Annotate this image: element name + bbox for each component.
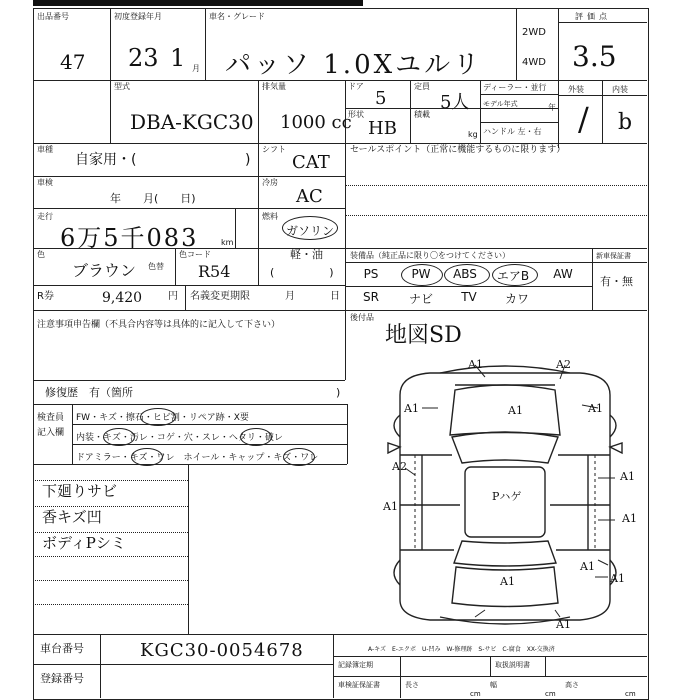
equipment-item: SR: [363, 290, 379, 304]
checker-circle-1: [140, 408, 176, 426]
equipment-item: TV: [461, 290, 477, 304]
cm-unit-1: cm: [470, 690, 481, 698]
mileage-value: 6万5千083: [60, 224, 199, 252]
exterior-value: /: [578, 100, 589, 138]
year-unit: 年: [548, 103, 556, 112]
shape-label: 形状: [348, 110, 364, 119]
mileage-unit: km: [221, 238, 234, 247]
fuel-circle: [282, 216, 338, 240]
exterior-label: 外装: [568, 85, 584, 94]
score-label: 評価点: [575, 12, 611, 21]
checker-circle-3: [240, 428, 272, 446]
drive-4wd: 4WD: [522, 57, 546, 68]
damage-label: A1: [508, 404, 523, 417]
equipment-item: ABS: [453, 267, 477, 281]
recycle-label: R券: [37, 291, 54, 302]
top-black-bar: [33, 0, 363, 6]
dealer-label: ディーラー・並行: [483, 83, 547, 92]
model-year-label: モデル年式: [483, 100, 518, 108]
damage-label: A1: [500, 575, 515, 588]
equip-circle-abs: [444, 264, 490, 286]
month-unit: 月: [192, 64, 200, 73]
capacity-label: 定員: [414, 82, 430, 91]
cooling-label: 冷房: [262, 178, 278, 187]
load-label: 積載: [414, 110, 430, 119]
equipment-item: ナビ: [408, 292, 433, 306]
reg-label: 初度登録年月: [114, 12, 162, 21]
interior-value: b: [618, 110, 633, 135]
legend-width: 幅: [490, 681, 497, 689]
equipment-item: AW: [553, 267, 573, 281]
legend-manual: 取扱説明書: [495, 661, 530, 669]
load-unit: kg: [468, 130, 478, 139]
fuel-value: ガソリン: [286, 224, 335, 238]
selling-label: セールスポイント（正常に機能するものに限ります）: [350, 145, 566, 155]
fuel-label: 燃料: [262, 212, 278, 221]
month-unit-2: 月: [285, 291, 295, 302]
type-value: 自家用・(: [75, 152, 137, 168]
cm-unit-2: cm: [545, 690, 556, 698]
legend-height: 高さ: [565, 681, 579, 689]
repair-label: 修復歴 有（箇所: [45, 386, 133, 399]
shift-label: シフト: [262, 145, 286, 154]
handwritten-note: 下廻りサビ: [42, 482, 118, 500]
damage-label: A1: [580, 560, 595, 573]
damage-label: A1: [622, 512, 637, 525]
color-code-value: R54: [198, 262, 231, 281]
door-value: 5: [375, 88, 387, 109]
equipment-item: エアB: [496, 269, 530, 283]
after-value: 地図SD: [385, 323, 462, 348]
equipment-item: PW: [411, 267, 431, 281]
shape-value: HB: [368, 118, 397, 139]
inspection-value: 年 月( 日): [110, 192, 196, 205]
type-label: 車種: [37, 145, 53, 154]
damage-label-center: Pハゲ: [492, 490, 522, 503]
shift-value: CAT: [292, 152, 330, 173]
damage-label: A1: [383, 500, 398, 513]
damage-label: A1: [468, 358, 483, 371]
chassis-label: 車台番号: [40, 642, 84, 655]
new-car-warranty-value: 有・無: [600, 275, 633, 288]
after-label: 後付品: [350, 313, 374, 322]
equip-circle-airbag: [492, 264, 538, 286]
model-value: DBA-KGC30: [130, 110, 254, 134]
day-unit: 日: [330, 291, 340, 302]
reg-number-label: 登録番号: [40, 672, 84, 685]
cm-unit-3: cm: [625, 690, 636, 698]
checker-circle-4: [131, 448, 163, 466]
checker-line-1: FW・キズ・擦石・ヒビ割・リペア跡・X要: [76, 413, 249, 423]
damage-label: A2: [392, 460, 407, 473]
handwritten-note: 香キズ凹: [42, 508, 102, 526]
equipment-label: 装備品（純正品に限り〇をつけてください）: [350, 251, 510, 260]
lot-label: 出品番号: [37, 12, 69, 21]
color-code-label: 色コード: [179, 250, 211, 259]
repair-close: ): [336, 386, 341, 399]
equipment-item: PS: [363, 267, 379, 281]
checker-label-2: 記入欄: [37, 428, 65, 438]
legend-length: 長さ: [405, 681, 419, 689]
car-name: パッソ 1.0Xユルリ: [225, 50, 483, 80]
diesel-label: 軽・油: [290, 248, 323, 261]
capacity-value: 5人: [440, 92, 470, 113]
displacement-label: 排気量: [262, 82, 286, 91]
damage-legend: A-キズ E-エクボ U-凹み W-修理跡 S-サビ C-腐食 XX-交換済: [368, 646, 555, 653]
type-close: ): [245, 152, 251, 168]
new-car-warranty-label: 新車保証書: [596, 252, 631, 260]
drive-2wd: 2WD: [522, 27, 546, 38]
checker-line-2: 内装・キズ・汚レ・コゲ・穴・スレ・ヘタリ・破レ: [76, 433, 283, 443]
handwritten-note: ボディPシミ: [42, 534, 126, 552]
checker-label-1: 検査員: [37, 413, 65, 423]
damage-label: A1: [610, 572, 625, 585]
score-value: 3.5: [572, 40, 617, 73]
damage-label: A2: [556, 358, 571, 371]
color-label: 色: [37, 250, 45, 259]
color-value: ブラウン: [72, 261, 137, 280]
chassis-value: KGC30-0054678: [140, 640, 304, 661]
inspection-label: 車検: [37, 178, 53, 187]
interior-label: 内装: [612, 85, 628, 94]
equipment-item: カワ: [504, 292, 529, 306]
checker-circle-2: [103, 428, 135, 446]
damage-label: A1: [404, 402, 419, 415]
checker-circle-5: [283, 448, 315, 466]
door-label: ドア: [348, 82, 364, 91]
yen-unit: 円: [168, 291, 178, 302]
recycle-value: 9,420: [102, 290, 143, 306]
reg-year: 23: [128, 44, 159, 72]
notes-label: 注意事項申告欄（不具合内容等は具体的に記入して下さい）: [37, 320, 281, 330]
title-change-label: 名義変更期限: [190, 291, 250, 302]
reg-month: 1: [170, 44, 186, 72]
name-label: 車名・グレード: [209, 12, 265, 21]
lot-value: 47: [60, 50, 86, 74]
cooling-value: AC: [296, 186, 323, 207]
damage-label: A1: [556, 618, 571, 631]
model-label: 型式: [114, 82, 130, 91]
checker-line-3: ドアミラー・キズ・ワレ ホイール・キャップ・キズ・ワレ: [76, 453, 319, 463]
damage-label: A1: [620, 470, 635, 483]
color-change-label: 色替: [148, 262, 164, 271]
handle-label: ハンドル 左・右: [483, 127, 542, 136]
displacement-value: 1000 cc: [280, 112, 352, 133]
mileage-label: 走行: [37, 212, 53, 221]
equip-circle-pw: [401, 264, 443, 286]
legend-records: 記録簿定期: [338, 661, 373, 669]
legend-certificate: 車検証保証書: [338, 681, 380, 689]
damage-label: A1: [588, 402, 603, 415]
